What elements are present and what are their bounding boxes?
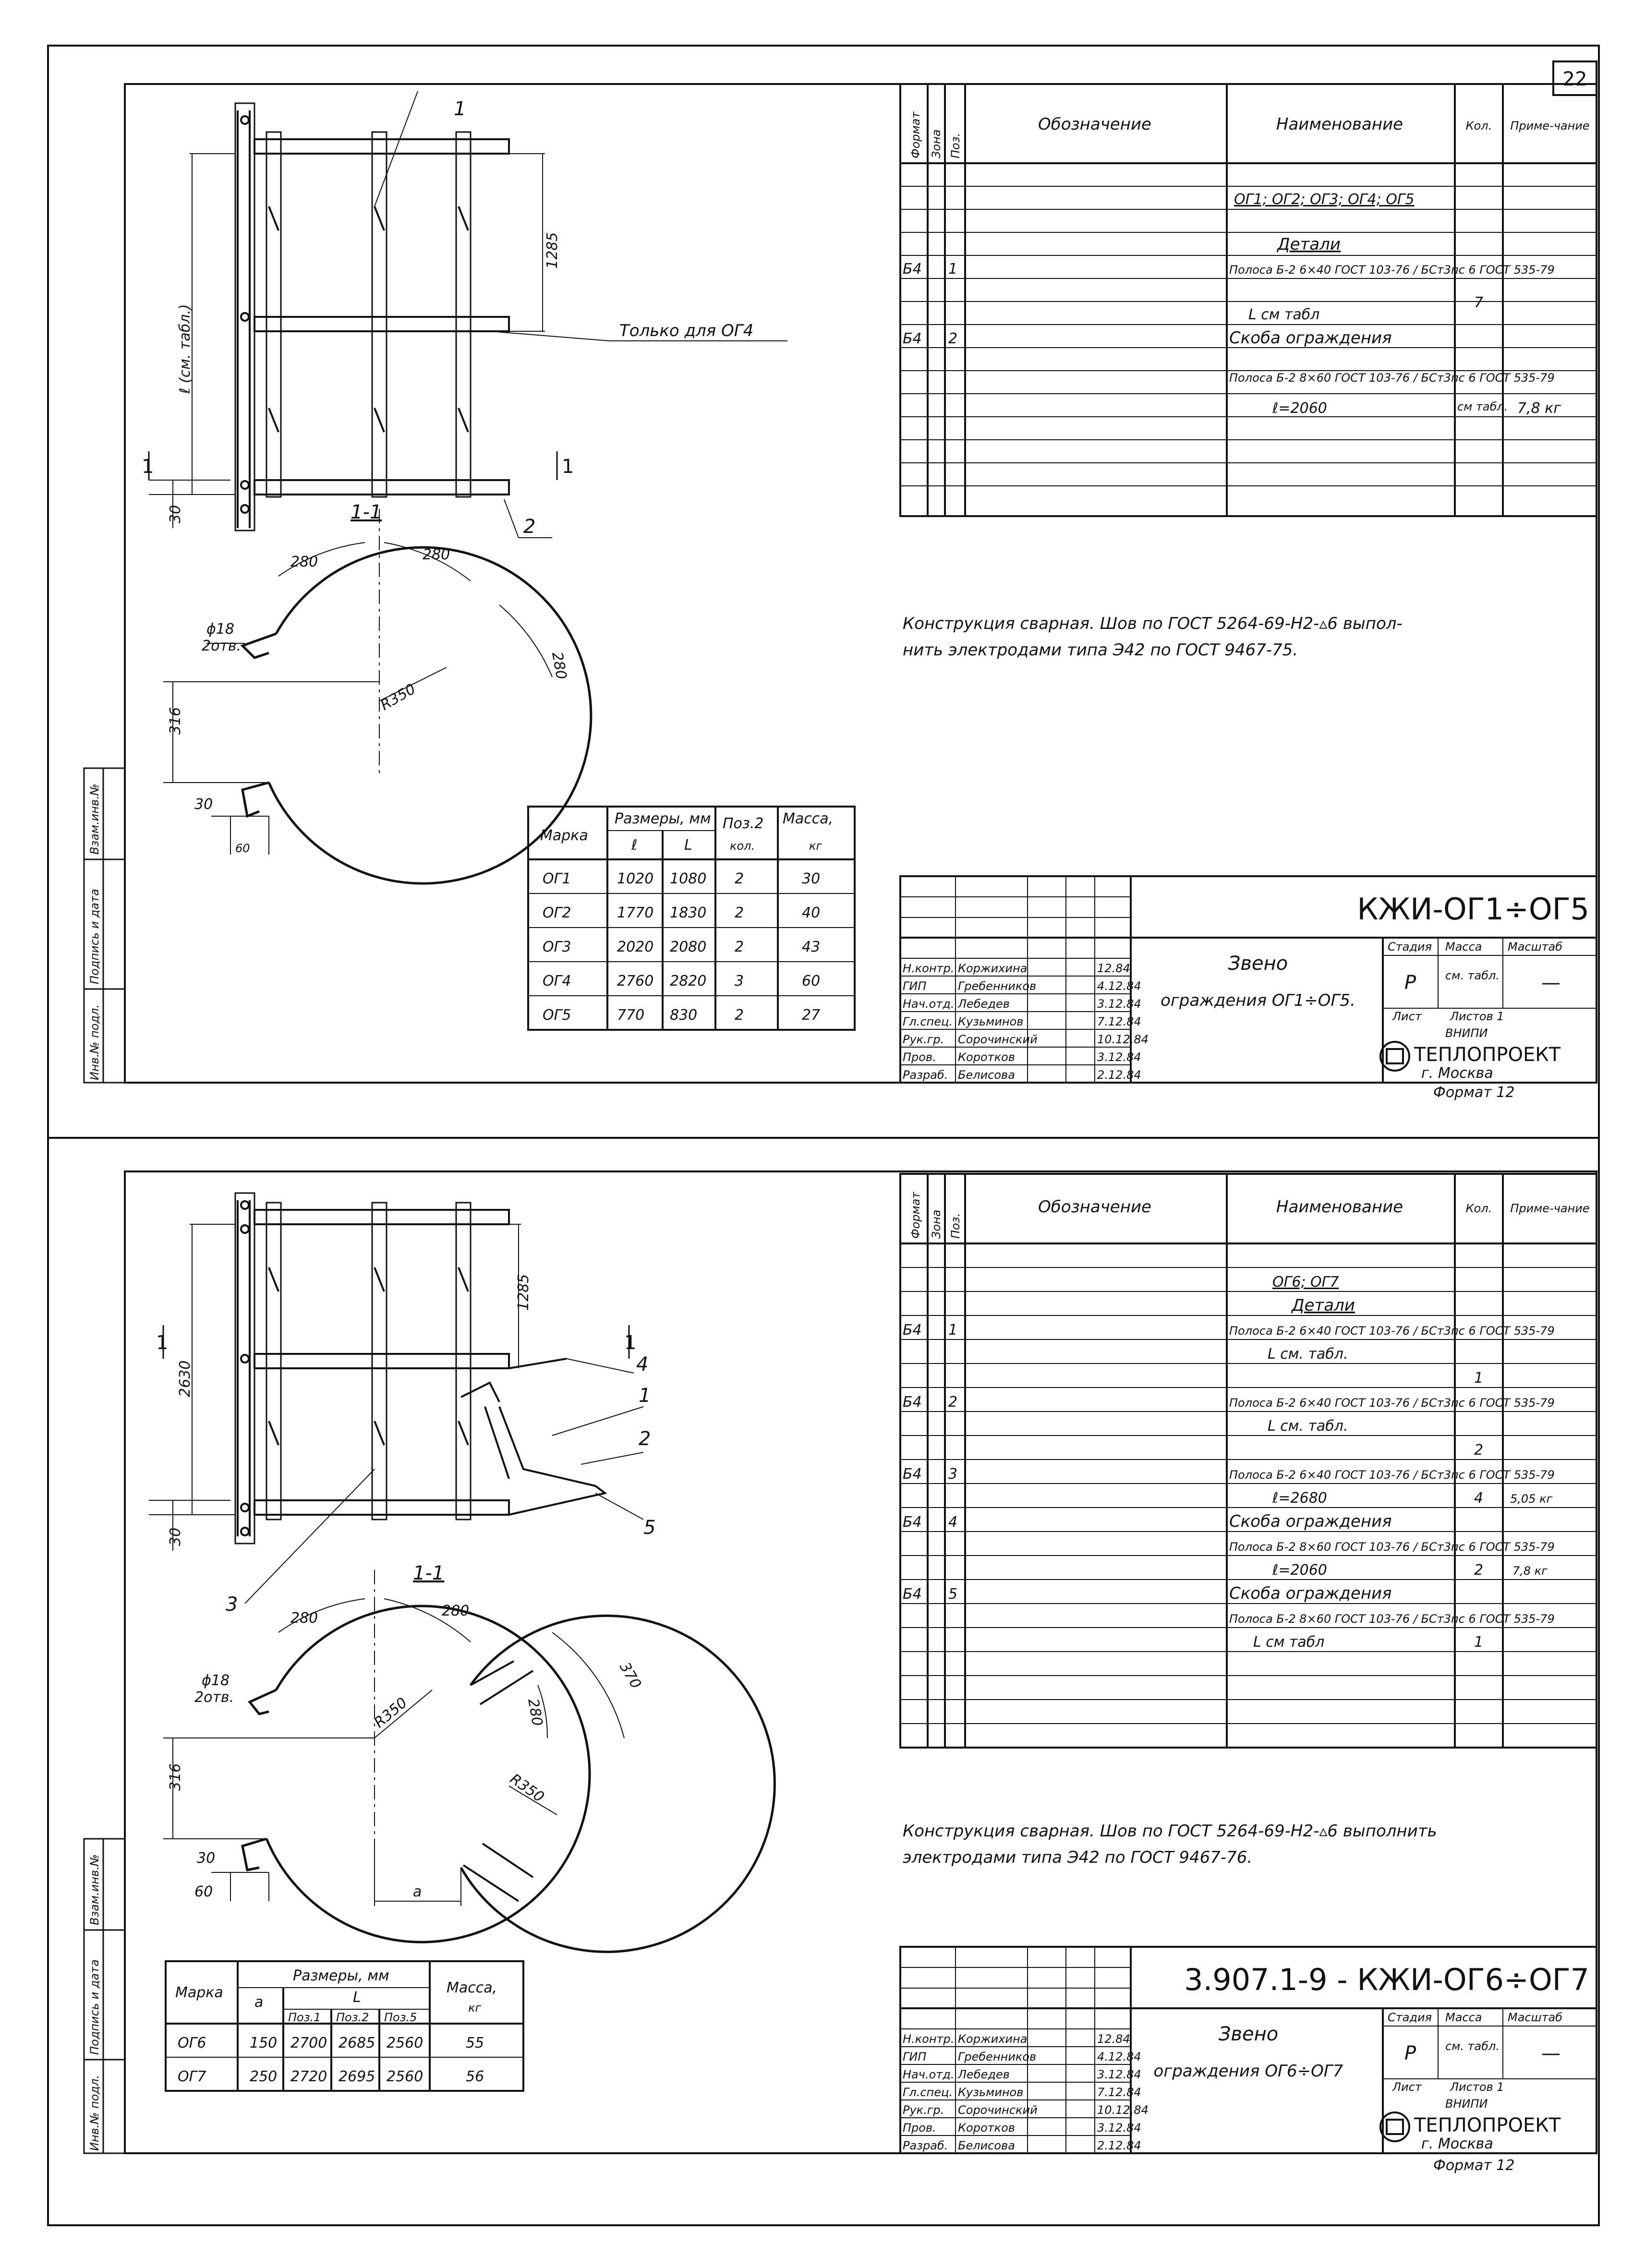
- sheets-label: Листов 1: [1450, 1010, 1504, 1023]
- spec-row-3-qty: 1: [1474, 1370, 1484, 1387]
- mass-cell: 27: [802, 1007, 821, 1024]
- spec-row-5-name: L см. табл.: [1268, 1418, 1348, 1435]
- mass-h-a: а: [254, 1994, 264, 2011]
- spec-row-2-pos: 1: [948, 1322, 958, 1339]
- h-stage: Стадия: [1388, 2011, 1432, 2024]
- org-name-2: ТЕПЛОПРОЕКТ: [1414, 1044, 1561, 1066]
- spec-row-3-name: L см. табл.: [1268, 1346, 1348, 1363]
- mass-cell: ОГ6: [178, 2035, 206, 2051]
- spec-row-1-name: Детали: [1277, 235, 1341, 254]
- mass-cell: 250: [250, 2068, 278, 2085]
- mass-cell: 2: [735, 870, 744, 887]
- cut-mark-right: 1: [562, 456, 574, 478]
- spec-row-11-pos: 5: [948, 1586, 958, 1603]
- person-name: Гребенников: [958, 979, 1037, 993]
- person-name: Лебедев: [958, 997, 1010, 1011]
- title-line-1: Звено: [1228, 953, 1288, 975]
- person-name: Сорочинский: [958, 1033, 1038, 1046]
- section-arc-1: 280: [290, 1610, 318, 1627]
- org-name-1: ВНИПИ: [1445, 2097, 1488, 2111]
- mass-h-mass: Масса,: [447, 1979, 497, 1996]
- spec-h-designation: Обозначение: [1038, 115, 1151, 134]
- section-hole: ϕ18: [206, 621, 234, 638]
- spec-row-2-pos: 1: [948, 261, 958, 277]
- spec-h-pos: Поз.: [949, 133, 962, 158]
- mass-h-L: L: [353, 1989, 361, 2006]
- spec-row-8-name: Скоба ограждения: [1229, 1512, 1392, 1531]
- org-city: г. Москва: [1421, 1065, 1493, 1082]
- person-date: 3.12.84: [1097, 1050, 1141, 1064]
- spec-row-6-note: 7,8 кг: [1517, 400, 1561, 417]
- spec-row-6-qty: см табл.: [1457, 400, 1508, 413]
- person-date: 2.12.84: [1097, 1068, 1141, 1082]
- spec-row-7-qty: 4: [1474, 1490, 1484, 1507]
- spec-row-10-name: ℓ=2060: [1272, 1562, 1327, 1579]
- h-scale: Масштаб: [1508, 940, 1563, 953]
- spec-h-zone: Зона: [930, 129, 943, 158]
- section-label: 1-1: [413, 1562, 445, 1584]
- cut-mark-left: 1: [156, 1332, 169, 1354]
- callout-og4: Только для ОГ4: [619, 321, 754, 340]
- person-date: 7.12.84: [1097, 1015, 1141, 1028]
- person-name: Гребенников: [958, 2050, 1037, 2063]
- spec-row-2-name: Полоса Б-2 6×40 ГОСТ 103-76 / БСт3пс 6 ГОСТ 535-79: [1229, 263, 1555, 277]
- person-role: Н.контр.: [903, 2032, 955, 2046]
- spec-h-format: Формат: [909, 1192, 922, 1239]
- dim-length: ℓ (см. табл.): [177, 304, 194, 394]
- spec-row-0-name: ОГ1; ОГ2; ОГ3; ОГ4; ОГ5: [1234, 191, 1415, 208]
- person-date: 7.12.84: [1097, 2086, 1141, 2099]
- spec-row-4-pos: 2: [948, 1394, 958, 1411]
- spec-row-3-name: L см табл: [1248, 306, 1320, 323]
- person-date: 10.12.84: [1097, 1033, 1149, 1046]
- part-label-4: 4: [636, 1353, 649, 1375]
- mass-h-l: ℓ: [631, 837, 638, 854]
- section-316: 316: [167, 707, 184, 735]
- mass-cell: 2685: [339, 2035, 375, 2051]
- mass-cell: 55: [466, 2035, 484, 2051]
- spec-h-name: Наименование: [1276, 1197, 1403, 1217]
- section-arc-3: 280: [524, 1697, 546, 1727]
- spec-row-9-name: Полоса Б-2 8×60 ГОСТ 103-76 / БСт3пс 6 ГОСТ 535-79: [1229, 1540, 1555, 1554]
- mass-cell: ОГ7: [178, 2068, 206, 2085]
- spec-row-10-note: 7,8 кг: [1512, 1564, 1548, 1578]
- person-date: 4.12.84: [1097, 2050, 1141, 2063]
- stage-value: Р: [1404, 2042, 1416, 2064]
- section-radius-1: R350: [371, 1694, 411, 1732]
- mass-cell: 2700: [290, 2035, 327, 2051]
- section-arc-2: 280: [442, 1603, 470, 1619]
- person-name: Белисова: [958, 1068, 1015, 1082]
- spec-h-note: Приме-чание: [1510, 1202, 1590, 1215]
- section-60: 60: [194, 1883, 213, 1900]
- spec-row-0-name: ОГ6; ОГ7: [1272, 1274, 1339, 1291]
- cut-mark-right: 1: [624, 1332, 637, 1354]
- person-role: Разраб.: [903, 2139, 948, 2152]
- dim-30: 30: [167, 505, 184, 523]
- section-30: 30: [194, 796, 213, 813]
- format-label: Формат 12: [1433, 1084, 1515, 1101]
- mass-h-L: L: [684, 837, 692, 854]
- org-name-2: ТЕПЛОПРОЕКТ: [1414, 2114, 1561, 2136]
- mass-cell: 830: [670, 1007, 698, 1024]
- mass-h-p5: Поз.5: [384, 2011, 417, 2024]
- section-30: 30: [197, 1850, 216, 1867]
- weld-note-line-1: Конструкция сварная. Шов по ГОСТ 5264-69-Н2-▵6 выполнить: [903, 1822, 1437, 1841]
- section-arc-1: 280: [290, 554, 318, 570]
- mass-h-mark: Марка: [175, 1984, 223, 2001]
- person-role: ГИП: [903, 2050, 927, 2063]
- weld-note-line-2: электродами типа Э42 по ГОСТ 9467-76.: [903, 1848, 1253, 1867]
- person-date: 3.12.84: [1097, 2068, 1141, 2081]
- spec-row-4-name: Полоса Б-2 6×40 ГОСТ 103-76 / БСт3пс 6 ГОСТ 535-79: [1229, 1396, 1555, 1410]
- person-role: Гл.спец.: [903, 2086, 953, 2099]
- spec-row-4-fmt: Б4: [903, 1394, 922, 1411]
- mass-h-qty: кол.: [730, 839, 755, 853]
- section-radius: R350: [377, 680, 419, 714]
- side-replace-label: Взам.инв.№: [88, 1854, 101, 1925]
- mass-cell: ОГ2: [543, 905, 571, 921]
- mass-cell: 1770: [617, 905, 654, 921]
- side-inv-label: Инв.№ подл.: [88, 2075, 101, 2151]
- scale-value: —: [1541, 2042, 1560, 2064]
- mass-cell: 2020: [617, 939, 654, 955]
- spec-row-2-fmt: Б4: [903, 1322, 922, 1339]
- mass-cell: 2720: [290, 2068, 327, 2085]
- person-name: Коржихина: [958, 962, 1028, 975]
- doc-code: КЖИ-ОГ1÷ОГ5: [1357, 892, 1589, 927]
- person-role: Нач.отд.: [903, 2068, 955, 2081]
- spec-row-6-pos: 3: [948, 1466, 958, 1483]
- section-arc-2: 280: [423, 546, 450, 563]
- scale-value: —: [1541, 972, 1560, 994]
- person-date: 3.12.84: [1097, 997, 1141, 1011]
- mass-cell: 2: [735, 905, 744, 921]
- person-name: Коржихина: [958, 2032, 1028, 2046]
- section-label: 1-1: [351, 501, 382, 523]
- section-radius-2: R350: [507, 1770, 547, 1806]
- title-line-2: ограждения ОГ1÷ОГ5.: [1161, 991, 1355, 1010]
- mass-h-sizes: Размеры, мм: [293, 1967, 389, 1984]
- spec-row-3-qty: 7: [1474, 294, 1484, 311]
- spec-row-4-fmt: Б4: [903, 330, 922, 347]
- mass-cell: 43: [802, 939, 821, 955]
- spec-h-qty: Кол.: [1465, 119, 1492, 133]
- person-date: 12.84: [1097, 962, 1130, 975]
- sheet-label: Лист: [1392, 1010, 1422, 1023]
- mass-cell: ОГ1: [543, 870, 571, 887]
- dim-1285: 1285: [544, 232, 561, 269]
- mass-cell: 2560: [387, 2035, 423, 2051]
- h-mass: Масса: [1445, 940, 1482, 953]
- section-hole: ϕ18: [202, 1672, 230, 1689]
- section-60: 60: [235, 842, 250, 855]
- part-label-3: 3: [226, 1593, 238, 1616]
- spec-row-2-name: Полоса Б-2 6×40 ГОСТ 103-76 / БСт3пс 6 ГОСТ 535-79: [1229, 1324, 1555, 1338]
- spec-row-10-qty: 2: [1474, 1562, 1484, 1579]
- section-arc-370: 370: [616, 1659, 645, 1692]
- spec-row-8-fmt: Б4: [903, 1514, 922, 1531]
- mass-cell: 2695: [339, 2068, 375, 2085]
- title-line-2: ограждения ОГ6÷ОГ7: [1153, 2062, 1343, 2081]
- mass-h-pos2: Поз.2: [723, 815, 764, 832]
- spec-row-13-qty: 1: [1474, 1634, 1484, 1651]
- spec-row-5-qty: 2: [1474, 1442, 1484, 1459]
- person-role: Гл.спец.: [903, 1015, 953, 1028]
- section-316: 316: [167, 1763, 184, 1791]
- side-replace-label: Взам.инв.№: [88, 784, 101, 855]
- cut-mark-left: 1: [142, 456, 154, 478]
- part-label-1: 1: [639, 1385, 651, 1407]
- part-label-1: 1: [454, 98, 466, 120]
- mass-cell: 56: [466, 2068, 484, 2085]
- stage-value: Р: [1404, 972, 1416, 994]
- person-role: Пров.: [903, 1050, 936, 1064]
- side-signature-label: Подпись и дата: [88, 1959, 101, 2055]
- mass-cell: ОГ3: [543, 939, 571, 955]
- person-date: 10.12.84: [1097, 2103, 1149, 2117]
- mass-h-kg: кг: [809, 839, 822, 853]
- section-holes: 2отв.: [202, 638, 242, 654]
- person-date: 12.84: [1097, 2032, 1130, 2046]
- spec-row-2-fmt: Б4: [903, 261, 922, 277]
- mass-h-mass: Масса,: [783, 810, 834, 827]
- part-label-5: 5: [643, 1517, 656, 1539]
- mass-cell: 150: [250, 2035, 278, 2051]
- h-mass: Масса: [1445, 2011, 1482, 2024]
- spec-h-format: Формат: [909, 111, 922, 158]
- spec-row-6-name: ℓ=2060: [1272, 400, 1327, 417]
- person-role: Пров.: [903, 2121, 936, 2135]
- mass-value: см. табл.: [1445, 2039, 1500, 2053]
- dim-1285: 1285: [515, 1274, 532, 1311]
- person-role: Рук.гр.: [903, 1033, 944, 1046]
- person-date: 3.12.84: [1097, 2121, 1141, 2135]
- mass-cell: 1020: [617, 870, 654, 887]
- spec-row-8-pos: 4: [948, 1514, 958, 1531]
- spec-h-zone: Зона: [930, 1209, 943, 1239]
- person-name: Сорочинский: [958, 2103, 1038, 2117]
- mass-cell: 60: [802, 973, 821, 989]
- spec-row-6-fmt: Б4: [903, 1466, 922, 1483]
- person-name: Кузьминов: [958, 1015, 1024, 1028]
- title-line-1: Звено: [1218, 2023, 1279, 2045]
- spec-h-designation: Обозначение: [1038, 1197, 1151, 1217]
- mass-h-p1: Поз.1: [288, 2011, 321, 2024]
- person-role: Нач.отд.: [903, 997, 955, 1011]
- mass-cell: 30: [802, 870, 821, 887]
- section-arc-3: 280: [548, 651, 570, 681]
- spec-row-13-name: L см табл: [1253, 1634, 1325, 1651]
- part-label-2: 2: [523, 516, 536, 538]
- spec-row-1-name: Детали: [1292, 1296, 1355, 1315]
- mass-value: см. табл.: [1445, 969, 1500, 982]
- part-label-2: 2: [639, 1428, 651, 1450]
- person-name: Коротков: [958, 2121, 1015, 2135]
- spec-row-4-name: Скоба ограждения: [1229, 328, 1392, 348]
- mass-cell: 2560: [387, 2068, 423, 2085]
- person-name: Коротков: [958, 1050, 1015, 1064]
- spec-row-12-name: Полоса Б-2 8×60 ГОСТ 103-76 / БСт3пс 6 ГОСТ 535-79: [1229, 1612, 1555, 1626]
- doc-code: 3.907.1-9 - КЖИ-ОГ6÷ОГ7: [1184, 1962, 1589, 1997]
- h-stage: Стадия: [1388, 940, 1432, 953]
- mass-cell: ОГ5: [543, 1007, 571, 1024]
- person-role: Н.контр.: [903, 962, 955, 975]
- mass-cell: 2: [735, 1007, 744, 1024]
- spec-row-6-name: Полоса Б-2 6×40 ГОСТ 103-76 / БСт3пс 6 ГОСТ 535-79: [1229, 1468, 1555, 1482]
- person-role: Рук.гр.: [903, 2103, 944, 2117]
- person-role: ГИП: [903, 979, 927, 993]
- person-name: Лебедев: [958, 2068, 1010, 2081]
- sheet-label: Лист: [1392, 2080, 1422, 2094]
- spec-h-qty: Кол.: [1465, 1202, 1492, 1215]
- section-holes: 2отв.: [194, 1689, 234, 1706]
- spec-row-5-name: Полоса Б-2 8×60 ГОСТ 103-76 / БСт3пс 6 ГОСТ 535-79: [1229, 371, 1555, 385]
- spec-row-7-note: 5,05 кг: [1510, 1492, 1553, 1506]
- person-date: 4.12.84: [1097, 979, 1141, 993]
- spec-h-name: Наименование: [1276, 115, 1403, 134]
- dim-30: 30: [167, 1527, 184, 1546]
- spec-h-pos: Поз.: [949, 1213, 962, 1239]
- spec-row-4-pos: 2: [948, 330, 958, 347]
- mass-h-kg: кг: [468, 2001, 482, 2015]
- side-signature-label: Подпись и дата: [88, 889, 101, 984]
- person-role: Разраб.: [903, 1068, 948, 1082]
- weld-note-line-1: Конструкция сварная. Шов по ГОСТ 5264-69-Н2-▵6 выпол-: [903, 614, 1403, 633]
- mass-cell: 770: [617, 1007, 645, 1024]
- mass-cell: 2080: [670, 939, 707, 955]
- mass-cell: 40: [802, 905, 821, 921]
- h-scale: Масштаб: [1508, 2011, 1563, 2024]
- spec-row-7-name: ℓ=2680: [1272, 1490, 1327, 1507]
- org-name-1: ВНИПИ: [1445, 1026, 1488, 1040]
- mass-cell: 1080: [670, 870, 707, 887]
- dim-2630: 2630: [177, 1360, 194, 1397]
- mass-cell: 3: [735, 973, 744, 989]
- sheets-label: Листов 1: [1450, 2080, 1504, 2094]
- org-city: г. Москва: [1421, 2135, 1493, 2152]
- mass-cell: 1830: [670, 905, 707, 921]
- mass-cell: 2820: [670, 973, 707, 989]
- person-name: Белисова: [958, 2139, 1015, 2152]
- mass-h-p2: Поз.2: [336, 2011, 369, 2024]
- mass-h-mark: Марка: [540, 827, 588, 844]
- person-date: 2.12.84: [1097, 2139, 1141, 2152]
- mass-cell: 2760: [617, 973, 654, 989]
- format-label: Формат 12: [1433, 2157, 1515, 2174]
- spec-row-11-name: Скоба ограждения: [1229, 1584, 1392, 1603]
- section-a: а: [413, 1883, 422, 1900]
- sheet-number: 22: [1562, 68, 1587, 90]
- mass-cell: 2: [735, 939, 744, 955]
- mass-cell: ОГ4: [543, 973, 571, 989]
- mass-h-sizes: Размеры, мм: [615, 810, 711, 827]
- spec-row-11-fmt: Б4: [903, 1586, 922, 1603]
- person-name: Кузьминов: [958, 2086, 1024, 2099]
- spec-h-note: Приме-чание: [1510, 119, 1590, 133]
- side-inv-label: Инв.№ подл.: [88, 1004, 101, 1080]
- weld-note-line-2: нить электродами типа Э42 по ГОСТ 9467-75.: [903, 640, 1298, 660]
